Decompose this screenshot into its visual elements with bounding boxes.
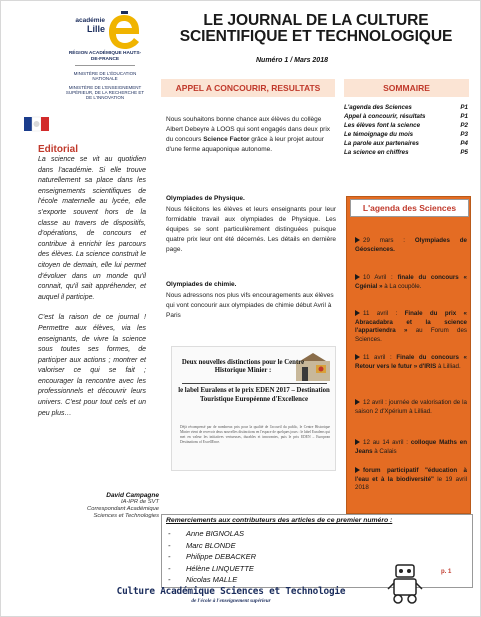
arrow-right-icon — [355, 310, 360, 316]
logo-ministere-2: MINISTÈRE DE L'ENSEIGNEMENT SUPÉRIEUR, DE LA RECHERCHE ET DE L'INNOVATION — [65, 85, 145, 100]
logo-region-text: RÉGION ACADÉMIQUE HAUTS-DE-FRANCE — [68, 51, 142, 62]
appel-section-header: APPEL A CONCOURIR, RESULTATS — [161, 79, 335, 97]
sommaire-item[interactable]: La science en chiffres P5 — [344, 149, 468, 156]
chimie-block — [166, 280, 336, 321]
contributors-list — [168, 528, 256, 586]
editorial-heading: Editorial — [38, 144, 79, 155]
sommaire-item[interactable]: Appel à concourir, résultats P1 — [344, 113, 468, 120]
arrow-right-icon — [355, 237, 360, 243]
thanks-box — [161, 514, 473, 588]
arrow-right-icon — [355, 399, 360, 405]
centre-minier-article — [171, 346, 336, 471]
signature-name: David Campagne — [106, 492, 159, 499]
arrow-right-icon — [355, 467, 360, 473]
editorial-paragraph-2: C'est la raison de ce journal ! Permettre aux élèves, via les enseignants, de vivre la science sous toutes ses formes, de participer aux actions ; montrer et valoriser ce qui se fait ; encourager la rencontre avec les professionnels et découvrir leurs univers. C'est pour tout cels et un peu plus… — [38, 314, 146, 417]
agenda-item[interactable]: 29 mars : Olympiades de Géosciences. — [355, 237, 467, 253]
agenda-item[interactable]: 11 avril : Finale du concours « Retour vers le futur » d'IRIS à Lilliad. — [355, 354, 467, 370]
agenda-box — [346, 196, 471, 514]
science-factor-label: Science Factor — [203, 136, 250, 143]
footer-banner — [101, 586, 361, 604]
sommaire-list — [344, 103, 468, 157]
logo-divider — [75, 65, 135, 66]
agenda-item[interactable]: 12 avril : journée de valorisation de la saison 2 d'Xpérium à Lilliad. — [355, 399, 467, 415]
academie-logo — [59, 11, 159, 100]
contributor-item: - Nicolas MALLE — [168, 575, 238, 584]
contributor-item: - Philippe DEBACKER — [168, 552, 257, 561]
article-title: Deux nouvelles distinctions pour le Centre Historique Minier : — [181, 359, 305, 374]
physique-heading: Olympiades de Physique. — [166, 195, 245, 202]
agenda-item[interactable]: 11 avril : Finale du prix « Abracadabra et la science l'appartiendra » au Forum des Sciences. — [355, 310, 467, 343]
marianne-flag-icon — [24, 115, 50, 135]
physique-block — [166, 194, 336, 255]
contributor-item: - Hélène LINQUETTE — [168, 563, 254, 573]
editorial-text — [38, 155, 146, 429]
agenda-item[interactable]: 12 au 14 avril : colloque Maths en Jeans à Calais — [355, 439, 467, 455]
logo-lille-text: Lille — [86, 24, 105, 34]
article-body: Déjà récompensé par de nombreux prix pour la qualité de l'accueil du public, le Centre Historique Minier vient de recevoir deux nouvelles distinctions en l'espace de quelques jours : le label Euralens qui met en valeur les initiatives vertueuses, durables et innovantes, puis le prix EDEN – European Destinations of ExcellEnce. — [180, 425, 330, 444]
signature-role-3: Sciences et Technologies — [93, 513, 159, 519]
sommaire-item[interactable]: Les élèves font la science P2 — [344, 122, 468, 129]
contributor-item: - Marc BLONDE — [168, 540, 236, 550]
footer-title: Culture Académique Sciences et Technologie — [116, 586, 346, 597]
arrow-right-icon — [355, 274, 360, 280]
sommaire-item[interactable]: Le témoignage du mois P3 — [344, 131, 468, 138]
page-number: p. 1 — [441, 569, 452, 575]
chimie-heading: Olympiades de chimie. — [166, 281, 237, 288]
signature-role-2: Correspondant Académique — [87, 506, 159, 512]
physique-text: Nous félicitons les élèves et leurs enseignants pour leur formidable travail aux olympiades de Physique. Les équipes se sont particulièrement distinguées puisque quatre prix leur ont été décernés. Les détails en dernière page. — [166, 206, 336, 253]
editorial-signature — [59, 492, 159, 520]
agenda-item[interactable]: 10 Avril : finale du concours « Cgénial » à La coupôle. — [355, 274, 467, 290]
sommaire-item[interactable]: La parole aux partenaires P4 — [344, 140, 468, 147]
academie-e-icon — [107, 11, 141, 51]
sommaire-section-header: SOMMAIRE — [344, 79, 469, 97]
editorial-paragraph-1: La science se vit au quotidien dans l'académie. Si elle trouve naturellement sa place dans les enseignements scientifiques de l'école maternelle au lycée, elle s'exporte souvent hors de la classe au travers de dispositifs, d'opérations, de concours et contribue à enrichir les parcours des élèves. La science construit le citoyen de demain, elle lui permet d'évoluer dans un monde qu'il connait, qu'il sait appréhender, et auquel il participe. — [38, 156, 146, 301]
robot-icon — [386, 561, 424, 605]
logo-ministere-1: MINISTÈRE DE L'ÉDUCATION NATIONALE — [73, 71, 137, 81]
article-subtitle: le label Euralens et le prix EDEN 2017 – Destination Touristique Européenne d'Excellence — [178, 387, 330, 403]
concours-intro: Nous souhaitons bonne chance aux élèves du collège Albert Debeyre à LOOS qui sont engagés dans deux prix du concours Science Factor grâce à leur projet autour d'une ferme aquaponique autonome. — [166, 116, 331, 153]
agenda-title: L'agenda des Sciences — [350, 199, 469, 217]
footer-subtitle: de l'école à l'enseignement supérieur — [191, 598, 271, 604]
sommaire-item[interactable]: L'agenda des Sciences P1 — [344, 104, 468, 111]
contributor-item: - Anne BIGNOLAS — [168, 529, 244, 538]
arrow-right-icon — [355, 354, 360, 360]
logo-academie-text: académie — [75, 17, 105, 24]
thanks-title: Remerciements aux contributeurs des articles de ce premier numéro : — [166, 517, 393, 524]
agenda-item[interactable]: forum participatif "éducation à l'eau et à la biodiversité" le 19 avril 2018 — [355, 467, 467, 492]
issue-number: Numéro 1 / Mars 2018 — [256, 57, 328, 64]
chimie-text: Nous adressons nos plus vifs encouragements aux élèves qui vont concourir aux olympiades de chimie début Avril à Paris — [166, 292, 334, 319]
journal-title: LE JOURNAL DE LA CULTURE SCIENTIFIQUE ET TECHNOLOGIQUE — [179, 12, 453, 45]
article-rule — [182, 383, 327, 384]
arrow-right-icon — [355, 439, 360, 445]
signature-role-1: IA-IPR de SVT — [120, 499, 159, 505]
